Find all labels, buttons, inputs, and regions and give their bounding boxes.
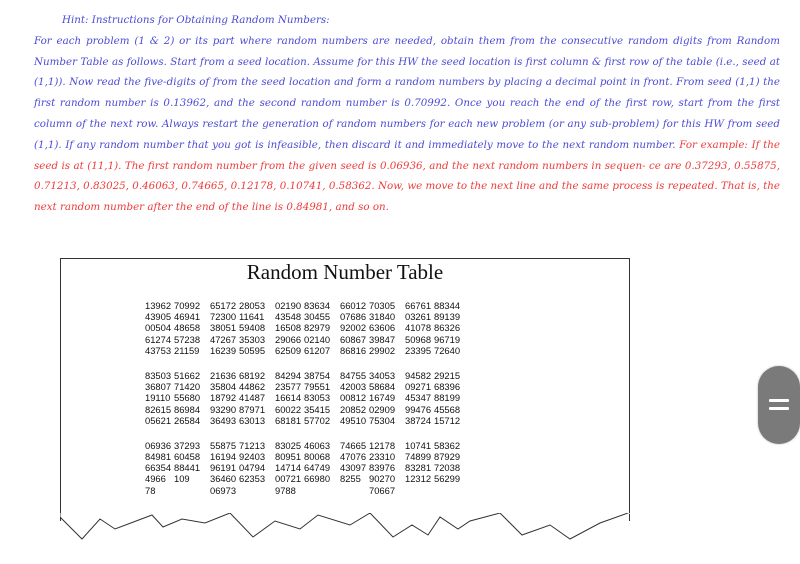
table-cell: 50595: [239, 344, 266, 356]
table-cell: 02190: [275, 300, 302, 311]
table-cell: 06973: [210, 484, 237, 496]
table-cell: 19110: [145, 392, 171, 404]
table-cell: 57238: [174, 333, 201, 345]
table-cell: 87929: [434, 451, 461, 463]
table-row: [145, 440, 463, 451]
table-cell: 82615: [145, 403, 172, 415]
table-cell: [434, 485, 463, 496]
table-row: [145, 300, 463, 311]
table-cell: 26584: [174, 414, 201, 426]
table-cell: 23395: [405, 344, 432, 356]
table-cell: 00504: [145, 322, 172, 334]
table-cell: 82979: [304, 322, 331, 334]
table-cell: 23577: [275, 381, 302, 393]
table-cell: 02909: [369, 403, 396, 415]
table-cell: 68192: [239, 369, 266, 381]
table-cell: 36460: [210, 473, 237, 485]
table-block: [145, 370, 463, 426]
table-cell: 84755: [340, 369, 367, 381]
table-cell: 66354: [145, 462, 172, 474]
table-cell: 66012: [340, 300, 367, 311]
table-cell: 02140: [304, 333, 331, 345]
table-cell: 38051: [210, 322, 237, 334]
table-row: [145, 334, 463, 345]
table-cell: 83503: [145, 369, 172, 381]
table-cell: 92002: [340, 322, 367, 334]
table-cell: 51662: [174, 369, 201, 381]
table-cell: 18792: [210, 392, 237, 404]
table-cell: 61207: [304, 344, 331, 356]
table-cell: 38724: [405, 414, 432, 426]
table-cell: 75304: [369, 414, 396, 426]
table-cell: 72300: [210, 311, 237, 323]
table-cell: 36807: [145, 381, 172, 393]
table-row: [145, 462, 463, 473]
table-cell: 60867: [340, 333, 367, 345]
table-cell: 87971: [239, 403, 266, 415]
table-row: [145, 404, 463, 415]
table-cell: 70667: [369, 484, 396, 496]
table-cell: 30455: [304, 311, 331, 323]
table-cell: 79551: [304, 381, 331, 393]
table-cell: 71213: [239, 439, 266, 451]
scroll-handle[interactable]: [758, 366, 800, 444]
table-row: [145, 392, 463, 403]
table-row: [145, 473, 463, 484]
table-cell: 45347: [405, 392, 432, 404]
table-cell: 46063: [304, 439, 331, 451]
table-cell: 14714: [275, 462, 302, 474]
table-cell: 83281: [405, 462, 432, 474]
table-cell: 20852: [340, 403, 367, 415]
table-cell: 46941: [174, 311, 201, 323]
table-cell: [340, 485, 369, 496]
table-cell: 00721: [275, 473, 302, 485]
table-cell: 60458: [174, 451, 201, 463]
table-cell: 4966: [145, 473, 166, 485]
table-cell: 47076: [340, 451, 367, 463]
table-cell: 00812: [340, 392, 367, 404]
table-cell: 55680: [174, 392, 201, 404]
table-cell: 44862: [239, 381, 266, 393]
table-cell: 37293: [174, 439, 201, 451]
table-cell: [304, 485, 333, 496]
table-cell: 50968: [405, 333, 432, 345]
table-cell: 80068: [304, 451, 331, 463]
table-cell: 62353: [239, 473, 266, 485]
table-cell: 16749: [369, 392, 396, 404]
table-cell: 90270: [369, 473, 396, 485]
table-cell: 8255: [340, 473, 361, 485]
table-cell: 93290: [210, 403, 237, 415]
table-cell: 11641: [239, 311, 265, 323]
table-block: [145, 440, 463, 496]
table-cell: 35415: [304, 403, 331, 415]
table-cell: 16239: [210, 344, 237, 356]
table-cell: 10741: [405, 439, 432, 451]
table-cell: 96719: [434, 333, 461, 345]
table-cell: 13962: [145, 300, 172, 311]
table-row: [145, 451, 463, 462]
table-cell: 39847: [369, 333, 396, 345]
table-cell: 83025: [275, 439, 302, 451]
table-cell: 41078: [405, 322, 432, 334]
table-cell: 84981: [145, 451, 172, 463]
table-cell: 72640: [434, 344, 461, 356]
table-cell: 9788: [275, 484, 296, 496]
table-cell: 74899: [405, 451, 432, 463]
table-cell: 06936: [145, 439, 172, 451]
table-cell: 66980: [304, 473, 331, 485]
handle-grip-bottom-icon: [769, 407, 789, 410]
table-cell: 09271: [405, 381, 432, 393]
table-cell: 99476: [405, 403, 432, 415]
table-cell: 36493: [210, 414, 237, 426]
table-cell: 94582: [405, 369, 432, 381]
table-cell: [239, 485, 268, 496]
table-cell: 92403: [239, 451, 266, 463]
table-cell: 88344: [434, 300, 461, 311]
table-cell: 07686: [340, 311, 367, 323]
table-cell: 68181: [275, 414, 302, 426]
table-title: Random Number Table: [246, 260, 444, 284]
table-cell: 84294: [275, 369, 302, 381]
table-row: [145, 311, 463, 322]
table-cell: [405, 485, 434, 496]
table-cell: 55875: [210, 439, 237, 451]
table-cell: 83634: [304, 300, 331, 311]
table-cell: 38754: [304, 369, 331, 381]
table-cell: 23310: [369, 451, 396, 463]
table-cell: 03261: [405, 311, 432, 323]
handle-grip-top-icon: [769, 399, 789, 402]
table-cell: 29215: [434, 369, 461, 381]
table-cell: 66761: [405, 300, 432, 311]
table-cell: 48658: [174, 322, 201, 334]
hint-instructions: For each problem (1 & 2) or its part where random numbers are needed, obtain them from the consecutive random digits from Random Number Table as follows. Start from a seed location. Assume for this HW the seed location is first column & first row of the table (i.e., seed at (1,1)). Now read the five-digits of from the seed location and form a random numbers by placing a decimal point in front. From seed (1,1) the first random number is 0.13962, and the second random number is 0.70992. Once you reach the end of the first row, start from the first column of the next row. Always restart the generation of random numbers for each new problem (or any sub-problem) for this HW from seed (1,1). If any random number that you got is infeasible, then discard it and immediately move to the next random number.: [34, 34, 780, 151]
table-cell: 89139: [434, 311, 461, 323]
table-cell: 29066: [275, 333, 302, 345]
table-row: [145, 381, 463, 392]
table-cell: 16614: [275, 392, 302, 404]
table-cell: 31840: [369, 311, 396, 323]
table-cell: 45568: [434, 403, 461, 415]
table-cell: 63013: [239, 414, 266, 426]
table-cell: 16508: [275, 322, 302, 334]
table-cell: 04794: [239, 462, 266, 474]
table-cell: 57702: [304, 414, 331, 426]
table-cell: 83053: [304, 392, 331, 404]
table-cell: 61274: [145, 333, 172, 345]
table-cell: 12312: [405, 473, 432, 485]
table-row: [145, 485, 463, 496]
table-cell: 42003: [340, 381, 367, 393]
table-cell: 59408: [239, 322, 266, 334]
table-cell: 88441: [174, 462, 201, 474]
table-cell: 72038: [434, 462, 461, 474]
table-rows: [145, 300, 463, 510]
table-cell: 96191: [210, 462, 237, 474]
hint-title: Hint: Instructions for Obtaining Random Numbers:: [62, 14, 330, 26]
table-cell: 78: [145, 484, 156, 496]
table-cell: 86816: [340, 344, 367, 356]
table-cell: 60022: [275, 403, 302, 415]
table-cell: 15712: [434, 414, 461, 426]
table-cell: 43548: [275, 311, 302, 323]
table-block: [145, 300, 463, 356]
table-cell: 58362: [434, 439, 461, 451]
table-cell: 62509: [275, 344, 302, 356]
table-cell: 64749: [304, 462, 331, 474]
table-cell: 05621: [145, 414, 172, 426]
random-number-table-image: [60, 258, 630, 521]
table-cell: 71420: [174, 381, 201, 393]
table-cell: 43905: [145, 311, 172, 323]
table-cell: 68396: [434, 381, 461, 393]
table-cell: 41487: [239, 392, 266, 404]
table-cell: 21636: [210, 369, 237, 381]
table-cell: 56299: [434, 473, 461, 485]
table-cell: 70992: [174, 300, 201, 311]
table-cell: 34053: [369, 369, 396, 381]
table-cell: 70305: [369, 300, 396, 311]
table-row: [145, 370, 463, 381]
table-cell: 83976: [369, 462, 396, 474]
hint-example: For example: If the seed is at (11,1). The first random number from the given seed is 0.06936, and the next random numbers in sequen- ce are 0.37293, 0.55875, 0.71213, 0.83025, 0.46063, 0.74665, 0.12178, 0.10741, 0.58362. Now, we move to the next line and the same process is repeated. That is, the next random number after the end of the line is 0.84981, and so on.: [34, 138, 781, 214]
table-cell: 80951: [275, 451, 302, 463]
table-cell: 86984: [174, 403, 201, 415]
table-row: [145, 415, 463, 426]
table-cell: 29902: [369, 344, 396, 356]
table-cell: 35303: [239, 333, 266, 345]
torn-edge: [60, 513, 632, 543]
table-cell: 65172: [210, 300, 237, 311]
table-cell: 43753: [145, 344, 172, 356]
table-cell: 109: [174, 473, 190, 485]
table-cell: 43097: [340, 462, 367, 474]
table-cell: 58684: [369, 381, 396, 393]
table-row: [145, 322, 463, 333]
table-cell: 21159: [174, 344, 200, 356]
table-cell: 88199: [434, 392, 461, 404]
table-cell: [174, 485, 203, 496]
table-cell: 86326: [434, 322, 461, 334]
table-row: [145, 345, 463, 356]
table-cell: 49510: [340, 414, 367, 426]
table-cell: 35804: [210, 381, 237, 393]
table-cell: 28053: [239, 300, 266, 311]
table-cell: 47267: [210, 333, 237, 345]
table-cell: 12178: [369, 439, 396, 451]
hint-paragraph: [34, 10, 780, 218]
table-cell: 16194: [210, 451, 237, 463]
table-cell: 74665: [340, 439, 367, 451]
table-cell: 63606: [369, 322, 396, 334]
